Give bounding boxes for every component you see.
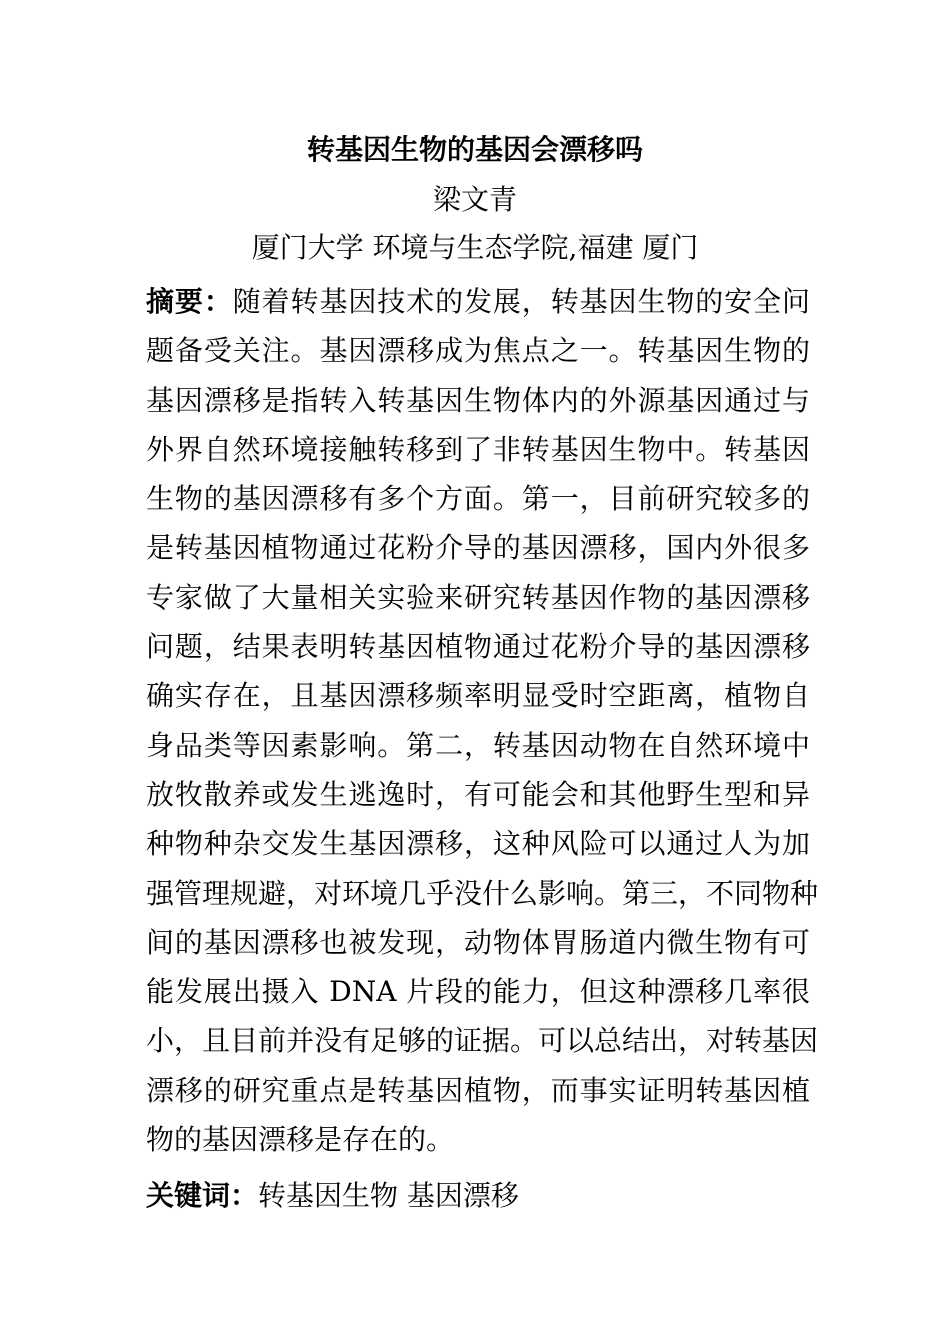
- abstract-line: 外界自然环境接触转移到了非转基因生物中。转基因: [146, 432, 810, 466]
- abstract-line: 是转基因植物通过花粉介导的基因漂移，国内外很多: [146, 531, 810, 565]
- abstract-line: 能发展出摄入 DNA 片段的能力，但这种漂移几率很: [146, 975, 810, 1009]
- abstract-line: 题备受关注。基因漂移成为焦点之一。转基因生物的: [146, 334, 810, 368]
- paper-author: 梁文青: [432, 183, 517, 216]
- abstract-line: 间的基因漂移也被发现，动物体胃肠道内微生物有可: [146, 925, 810, 959]
- abstract-line: 漂移的研究重点是转基因植物，而事实证明转基因植: [146, 1073, 810, 1107]
- abstract-line: 专家做了大量相关实验来研究转基因作物的基因漂移: [146, 580, 810, 614]
- keywords-text: 转基因生物 基因漂移: [258, 1179, 519, 1212]
- abstract-line: 问题，结果表明转基因植物通过花粉介导的基因漂移: [146, 630, 810, 664]
- abstract-line: 放牧散养或发生逃逸时，有可能会和其他野生型和异: [146, 777, 810, 811]
- keywords-label: 关键词：: [146, 1179, 259, 1212]
- abstract-line: 物的基因漂移是存在的。: [146, 1123, 455, 1157]
- abstract-text: 随着转基因技术的发展，转基因生物的安全问: [232, 285, 810, 318]
- abstract: [146, 277, 819, 1164]
- abstract-line: 种物种杂交发生基因漂移，这种风险可以通过人为加: [146, 827, 810, 861]
- abstract-line: 生物的基因漂移有多个方面。第一，目前研究较多的: [146, 482, 810, 516]
- keywords: [146, 1176, 810, 1216]
- abstract-line: [146, 277, 810, 326]
- abstract-line: 强管理规避，对环境几乎没什么影响。第三，不同物种: [146, 876, 819, 910]
- abstract-line: 身品类等因素影响。第二，转基因动物在自然环境中: [146, 728, 810, 762]
- abstract-line: 基因漂移是指转入转基因生物体内的外源基因通过与: [146, 383, 810, 417]
- paper-title: 转基因生物的基因会漂移吗: [306, 133, 643, 166]
- paper-affiliation: 厦门大学 环境与生态学院,福建 厦门: [251, 231, 699, 264]
- abstract-label: 摘要：: [146, 285, 233, 318]
- abstract-line: 确实存在，且基因漂移频率明显受时空距离，植物自: [146, 679, 810, 713]
- abstract-line: 小，且目前并没有足够的证据。可以总结出，对转基因: [146, 1024, 819, 1058]
